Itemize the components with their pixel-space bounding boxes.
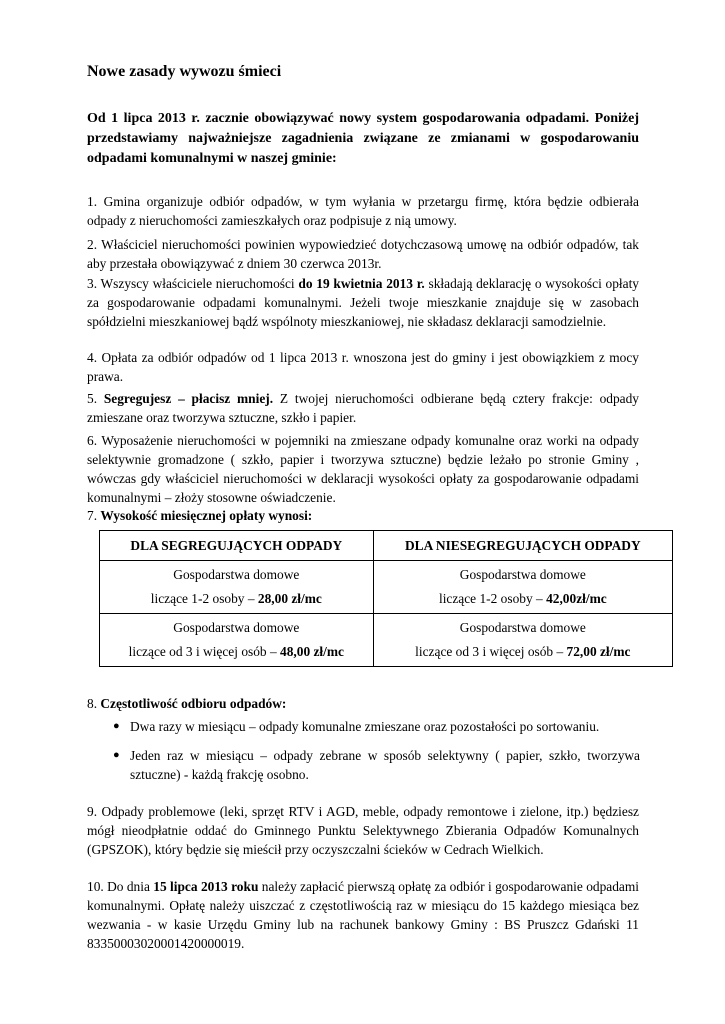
fees-cell-desc: liczące 1-2 osoby – bbox=[150, 591, 258, 606]
fees-cell-line2 bbox=[100, 587, 373, 611]
fees-cell-line2 bbox=[374, 640, 672, 664]
paragraph-7 bbox=[87, 506, 639, 525]
paragraph-1: 1. Gmina organizuje odbiór odpadów, w tym wyłania w przetargu firmę, która będzie odbierała odpady z nieruchomości zamieszkałych oraz podpisuje z nią umowy. bbox=[87, 194, 639, 228]
paragraph-5-slogan: Segregujesz – płacisz mniej. bbox=[103, 391, 274, 406]
paragraph-8 bbox=[87, 694, 639, 713]
paragraph-10 bbox=[87, 877, 639, 953]
fees-cell-amount: 48,00 zł/mc bbox=[280, 644, 344, 659]
fees-cell-desc: liczące 1-2 osoby – bbox=[438, 591, 547, 606]
paragraph-7-number: 7. bbox=[87, 508, 101, 523]
paragraph-3 bbox=[87, 274, 639, 331]
fees-table bbox=[99, 530, 673, 667]
fees-cell-line2 bbox=[100, 640, 373, 664]
list-item-text: Jeden raz w miesiącu – odpady zebrane w sposób selektywny ( papier, szkło, tworzywa sztuczne) - każdą frakcję osobno. bbox=[130, 748, 640, 782]
fees-table-row bbox=[100, 614, 673, 667]
fees-cell-desc: liczące od 3 i więcej osób – bbox=[128, 644, 281, 659]
paragraph-3-deadline: do 19 kwietnia 2013 r. bbox=[298, 276, 425, 291]
fees-cell-line1: Gospodarstwa domowe bbox=[459, 567, 586, 582]
bullet-dot-icon: ● bbox=[113, 720, 120, 732]
list-item bbox=[110, 717, 640, 736]
fees-header-non-segregating: DLA NIESEGREGUJĄCYCH ODPADY bbox=[373, 531, 672, 561]
fees-cell-amount: 28,00 zł/mc bbox=[257, 591, 322, 606]
bullet-dot-icon: ● bbox=[113, 749, 120, 761]
paragraph-5 bbox=[87, 389, 639, 427]
fees-cell bbox=[373, 561, 672, 614]
paragraph-10-deadline: 15 lipca 2013 roku bbox=[153, 879, 259, 894]
paragraph-3-text-a: 3. Wszyscy właściciele nieruchomości bbox=[87, 276, 299, 291]
fees-cell bbox=[373, 614, 672, 667]
paragraph-3-text-b: składają deklarację o wysokości opłaty za gospodarowanie odpadami komunalnymi. Jeżeli twoje mieszkanie znajduje się w zasobach spółdzielni mieszkaniowej bądź wspólnoty mieszkaniowej, nie składasz deklaracji samodzielnie. bbox=[87, 276, 640, 329]
fees-table-row bbox=[100, 561, 673, 614]
paragraph-10-text-b: należy zapłacić pierwszą opłatę za odbiór i gospodarowanie odpadami komunalnymi. Opłatę należy uiszczać z częstotliwością raz w miesiącu do 15 każdego miesiąca bez wezwania - w kasie Urzędu Gminy lub na rachunek bankowy Gminy : BS Pruszcz Gdański 11 83350003020001420000019. bbox=[87, 879, 639, 951]
fees-cell-line1: Gospodarstwa domowe bbox=[173, 567, 300, 582]
list-item bbox=[110, 746, 640, 784]
fees-cell bbox=[100, 561, 374, 614]
fees-cell-line1: Gospodarstwa domowe bbox=[173, 620, 300, 635]
intro-paragraph: Od 1 lipca 2013 r. zacznie obowiązywać nowy system gospodarowania odpadami. Poniżej przedstawiamy najważniejsze zagadnienia związane ze zmianami w gospodarowaniu odpadami komunalnymi w naszej gminie: bbox=[87, 111, 639, 166]
paragraph-7-label: Wysokość miesięcznej opłaty wynosi: bbox=[100, 508, 313, 523]
paragraph-10-text-a: 10. Do dnia bbox=[87, 879, 154, 894]
paragraph-9: 9. Odpady problemowe (leki, sprzęt RTV i AGD, meble, odpady remontowe i zielone, itp.) będziesz mógł nieodpłatnie oddać do Gminnego Punktu Selektywnego Zbierania Odpadów Komunalnych (GPSZOK), który będzie się mieścił przy oczyszczalni ścieków w Cedrach Wielkich. bbox=[87, 804, 639, 857]
paragraph-5-number: 5. bbox=[87, 391, 104, 406]
paragraph-5-text: Z twojej nieruchomości odbierane będą cztery frakcje: odpady zmieszane oraz tworzywa sztuczne, szkło i papier. bbox=[87, 391, 640, 425]
fees-cell-line2 bbox=[374, 587, 672, 611]
paragraph-8-number: 8. bbox=[87, 696, 101, 711]
fees-cell bbox=[100, 614, 374, 667]
paragraph-6: 6. Wyposażenie nieruchomości w pojemniki na zmieszane odpady komunalne oraz worki na odpady selektywnie gromadzone ( szkło, papier i tworzywa sztuczne) będzie leżało po stronie Gminy , wówczas gdy właściciel nieruchomości w deklaracji wysokości opłaty za gospodarowanie odpadami komunalnymi – złoży stosowne oświadczenie. bbox=[87, 433, 639, 505]
paragraph-8-label: Częstotliwość odbioru odpadów: bbox=[100, 696, 287, 711]
fees-table-header-row bbox=[100, 531, 673, 561]
list-item-text: Dwa razy w miesiącu – odpady komunalne zmieszane oraz pozostałości po sortowaniu. bbox=[130, 719, 600, 734]
fees-header-segregating: DLA SEGREGUJĄCYCH ODPADY bbox=[100, 531, 374, 561]
paragraph-2: 2. Właściciel nieruchomości powinien wypowiedzieć dotychczasową umowę na odbiór odpadów, tak aby przestała obowiązywać z dniem 30 czerwca 2013r. bbox=[87, 237, 639, 271]
fees-cell-line1: Gospodarstwa domowe bbox=[459, 620, 586, 635]
fees-cell-desc: liczące od 3 i więcej osób – bbox=[415, 644, 567, 659]
fees-cell-amount: 42,00zł/mc bbox=[546, 591, 607, 606]
fees-cell-amount: 72,00 zł/mc bbox=[566, 644, 631, 659]
frequency-bullet-list bbox=[110, 717, 640, 794]
document-title: Nowe zasady wywozu śmieci bbox=[87, 63, 282, 80]
paragraph-4: 4. Opłata za odbiór odpadów od 1 lipca 2013 r. wnoszona jest do gminy i jest obowiązkiem z mocy prawa. bbox=[87, 350, 639, 384]
